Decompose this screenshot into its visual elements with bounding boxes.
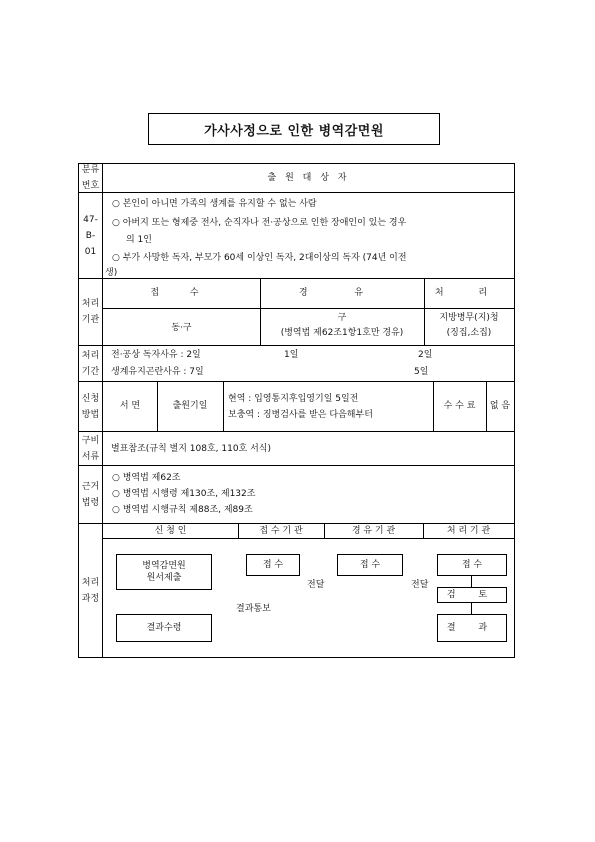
method-written: 서 면 [119,401,141,411]
receive-box-2: 접 수 [337,554,403,576]
method-visit-date: 출원기일 [172,401,208,411]
review-box: 검 토 [437,587,507,603]
agency-header-receive: 접 수 [150,288,213,298]
required-documents-label: 구비 서류 [79,432,103,465]
category-code-label: 47- B- 01 [79,193,103,278]
processing-agency-label: 처리 기관 [79,279,103,345]
legal-basis-label: 근거 법령 [79,466,103,523]
law-row [79,466,514,524]
documents-row [79,432,514,466]
receive-box-1: 접 수 [246,554,300,576]
period-livelihood: 생계유지곤란사유 : 7일 [111,367,204,377]
method-row [79,382,514,432]
submit-application-box: 병역감면원 원서제출 [116,554,212,590]
fee-value: 없 음 [489,401,511,411]
process-header-via: 경 유 기 관 [351,526,396,536]
application-method-label: 신청 방법 [79,382,103,431]
processing-period-label: 처리 기간 [79,346,103,381]
target-item-2: ○ 아버지 또는 형제중 전사, 순직자나 전·공상으로 인한 장애인이 있는 경우 [112,218,407,228]
method-supplementary: 보충역 : 징병검사를 받은 다음해부터 [228,410,373,420]
forward-label-2: 전달 [411,580,429,590]
result-receipt-box: 결과수령 [116,614,212,642]
target-row [79,193,514,279]
target-item-2-cont: 의 1인 [126,235,152,245]
method-active-duty: 현역 : 입영통지후입영기일 5일전 [228,394,359,404]
process-header-processing: 처 리 기 관 [446,526,491,536]
target-item-1: ○ 본인이 아니면 가족의 생계를 유지할 수 없는 사람 [112,199,317,209]
exemption-form-table [78,163,515,658]
period-livelihood-process: 5일 [414,367,429,377]
agency-via-note: (병역법 제62조1항1호만 경유) [280,328,404,338]
target-header: 출 원 대 상 자 [267,173,350,183]
target-item-3-cont: 생) [105,268,118,278]
header-row [79,164,514,193]
agency-via-value: 구 [337,313,347,323]
process-row [79,524,514,657]
agency-header-via: 경 유 [298,288,386,298]
period-injury-only-son: 전·공상 독자사유 : 2일 [111,350,201,360]
agency-process-note: (징집,소집) [446,328,492,338]
target-item-3: ○ 부가 사망한 독자, 부모가 60세 이상인 독자, 2대이상의 독자 (74년 이전 [112,253,407,263]
receive-box-3: 접 수 [437,554,507,576]
form-title: 가사사정으로 인한 병역감면원 [148,113,440,145]
forward-label-1: 전달 [307,580,325,590]
result-box: 결 과 [437,614,507,642]
agency-row [79,279,514,346]
agency-receive-value: 동·구 [171,323,192,333]
processing-flow-label: 처리 과정 [79,524,103,657]
agency-header-process: 처 리 [434,288,504,298]
process-header-receiving: 접 수 기 관 [259,526,303,536]
law-item-3: ○ 병역법 시행규칙 제88조, 제89조 [112,505,253,515]
law-item-2: ○ 병역법 시행령 제130조, 제132조 [112,489,256,499]
fee-label: 수 수 료 [443,401,476,411]
process-header-applicant: 신 청 인 [154,526,187,536]
period-injury-via: 1일 [284,350,299,360]
period-row [79,346,514,382]
period-injury-process: 2일 [418,350,433,360]
classification-number-label: 분류 번호 [79,164,103,192]
law-item-1: ○ 병역법 제62조 [112,473,181,483]
result-notification-label: 결과통보 [236,604,271,614]
required-documents-text: 별표참조(규칙 별지 108호, 110호 서식) [111,444,272,454]
agency-process-value: 지방병무(지)청 [439,313,499,323]
